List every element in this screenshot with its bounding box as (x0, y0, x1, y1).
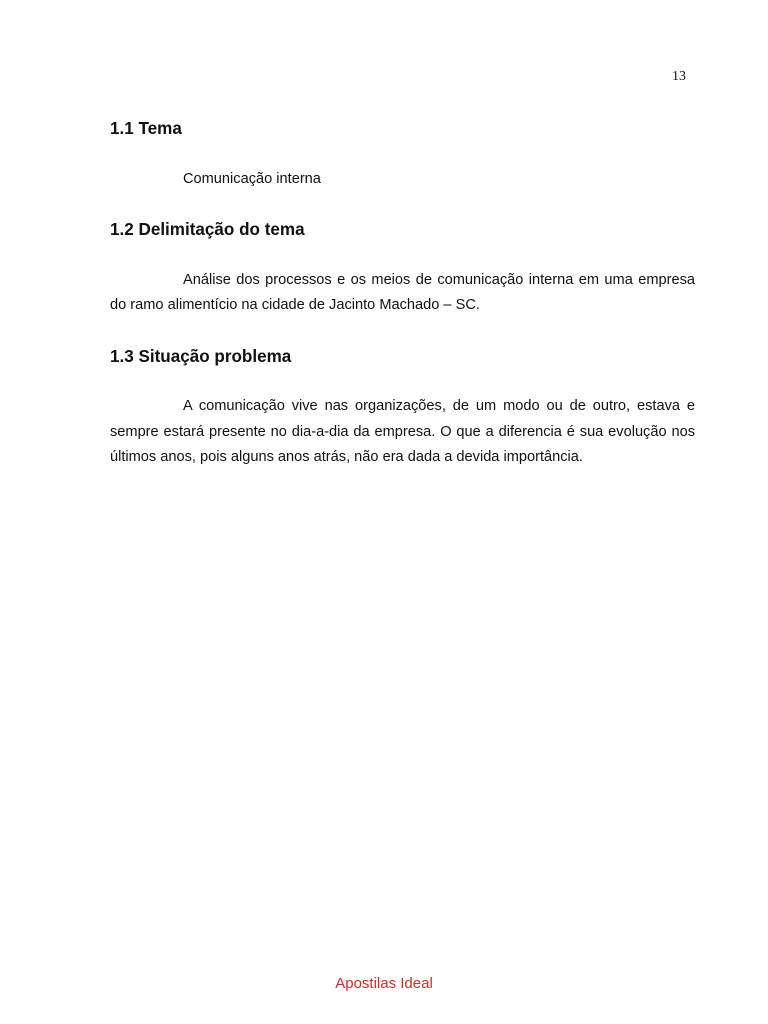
document-body (110, 116, 695, 471)
page-number: 13 (672, 69, 686, 84)
section-heading-situacao-problema: 1.3 Situação problema (110, 346, 292, 366)
section-text-situacao-problema: A comunicação vive nas organizações, de um modo ou de outro, estava e sempre estará presente no dia-a-dia da empresa. O que a diferencia é sua evolução nos últimos anos, pois alguns anos atrás, não era dada a devida importância. (110, 398, 695, 465)
section-heading-tema: 1.1 Tema (110, 119, 182, 138)
footer-watermark: Apostilas Ideal (335, 975, 433, 992)
section-heading-delimitacao: 1.2 Delimitação do tema (110, 220, 305, 239)
section-text-delimitacao: Análise dos processos e os meios de comunicação interna em uma empresa do ramo alimentício na cidade de Jacinto Machado – SC. (110, 271, 695, 313)
section-text-tema: Comunicação interna (183, 170, 321, 187)
